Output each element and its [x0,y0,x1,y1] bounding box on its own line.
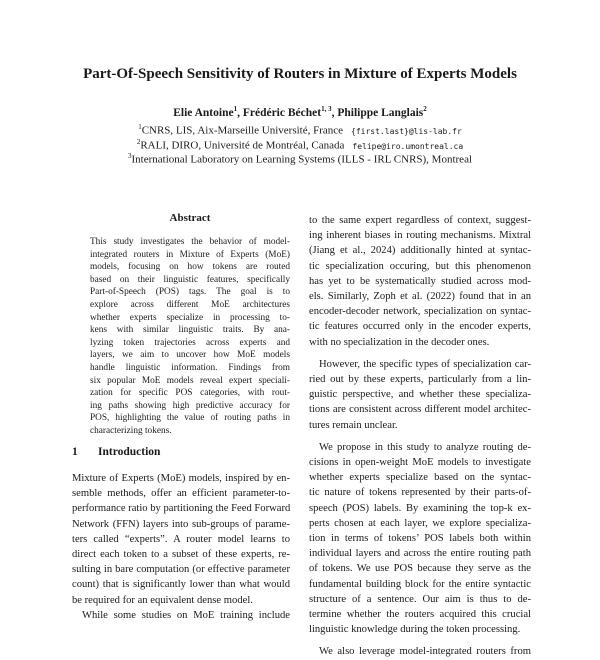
body-line: ried out by these experts, particularly from a lin- [309,374,531,386]
affiliation-marker: 1 [138,123,142,131]
abstract-line: kens with similar linguistic traits. By ana- [90,325,290,336]
introduction-line: semble methods, offer an efficient parameter-to- [72,488,290,500]
affiliation-marker: 3 [127,152,132,160]
abstract-line: whether experts specialize in processing to- [90,312,290,323]
body-line: perts chosen at each layer, we explore specializa- [309,517,531,529]
body-line: We propose in this study to analyze routing de- [319,441,531,453]
abstract-line: models, focusing on how tokens are routed [90,262,290,273]
body-line: (Jiang et al., 2024) additionally hinted at syntac- [309,245,531,257]
abstract-line: based on their linguistic features, specifically [90,274,290,285]
affiliation-text: International Laboratory on Learning Systems (ILLS - IRL CNRS), Montreal [131,153,473,166]
body-line: structure of a sentence. Our aim is thus to de- [309,593,531,605]
abstract-heading: Abstract [169,212,211,224]
paragraph-gap [309,637,531,644]
abstract-line: POS, highlighting the value of routing paths in [90,413,290,424]
body-line: individual layers and across the entire routing path [309,548,531,560]
author-name: Elie Antoine [173,106,234,119]
abstract-line: six popular MoE models reveal expert speciali- [90,375,290,386]
abstract-line: explore across different MoE architectures [90,299,290,310]
abstract-line: integrated routers in Mixture of Experts (MoE) [90,249,290,260]
introduction-line: direct each token to a subset of these experts, re- [72,549,290,561]
paper-title: Part-Of-Speech Sensitivity of Routers in Mixture of Experts Models [83,66,517,82]
body-line: termine whether the routers acquired this crucial [309,609,531,621]
introduction-body [72,471,290,623]
body-line: has yet to be systematically studied across mod- [309,275,531,287]
section-number: 1 [72,446,78,458]
author-list [0,105,600,119]
body-line: with no specialization in the decoder ones. [309,336,490,348]
body-line: However, the specific types of specialization car- [319,358,531,370]
body-line: tures remain unclear. [309,419,398,431]
author-affiliation-marker: 1 [233,105,238,113]
body-line: whether experts specialize based on the syntac- [309,472,531,484]
introduction-line: sulting in bare computation (or effective parameter [72,564,290,576]
author-separator: , [331,106,338,119]
affiliation-email: felipe@iro.umontreal.ca [352,141,464,151]
body-line: tions are consistent across different model architec- [309,404,531,416]
body-line: cisions in open-weight MoE models to investigate [309,457,531,469]
abstract-line: zation for specific POS categories, with rout- [90,388,290,399]
introduction-line: Mixture of Experts (MoE) models, inspired by en- [72,473,290,484]
body-line: tic specialization occuring, but this phenomenon [309,260,531,272]
author-affiliation-marker: 2 [423,105,427,113]
body-line: fundamental building block for the entire syntactic [309,578,531,590]
body-line: ing inherent biases in routing mechanisms. Mixtral [309,230,531,242]
introduction-line: count) that is significantly lower than what would [72,579,290,591]
body-line: guistic perspective, and whether these specializa- [309,389,531,401]
body-line: linguistic knowledge during the token processing. [309,624,521,636]
abstract-line: characterizing tokens. [90,425,172,436]
abstract-line: This study investigates the behavior of model- [90,237,290,247]
introduction-line: While some studies on MoE training include [82,609,290,621]
paragraph-gap [309,433,531,440]
body-line: els. Similarly, Zoph et al. (2022) found that in an [309,291,531,303]
body-line: speech (POS) labels. By examining the top-k ex- [309,502,531,514]
affiliation-line [0,123,600,137]
section-heading [72,446,160,458]
abstract-body [90,236,290,438]
affiliation-line [0,138,600,152]
affiliation-text: CNRS, LIS, Aix-Marseille Université, France [141,124,344,137]
body-line: tion in terms of tokens’ POS labels both within [309,533,531,545]
body-line: of tokens. We use POS because they serve as the [309,563,531,575]
abstract-line: ing paths showing high predictive accuracy for [90,400,290,411]
introduction-line: be required for an equivalent dense model. [72,594,253,606]
introduction-line: performance ratio by partitioning the Feed Forward [72,503,291,515]
author-name: Philippe Langlais [337,106,424,119]
right-column-body [309,213,531,660]
abstract-line: layers, we aim to uncover how MoE models [90,350,290,361]
introduction-line: Network (FFN) layers into sub-groups of parame- [72,518,290,530]
abstract-line: Part-of-Speech (POS) tags. The goal is to [90,287,290,298]
introduction-line: ters called “experts”. A router model learns to [72,533,290,545]
affiliation-text: RALI, DIRO, Université de Montréal, Canada [140,139,345,152]
affiliation-line [0,152,600,166]
author-name: Frédéric Béchet [242,106,322,119]
paragraph-gap [309,350,531,357]
body-line: encoder-decoder network, specialization on syntac- [309,306,531,318]
affiliation-email: {first.last}@lis-lab.fr [351,126,462,136]
author-affiliation-marker: 1, 3 [321,105,332,113]
abstract-line: handle linguistic information. Findings from [90,362,290,373]
body-line: tic nature of tokens represented by their parts-of- [309,487,531,499]
body-line: to the same expert regardless of context, suggest- [309,215,531,226]
body-line: We also leverage model-integrated routers from [319,646,531,658]
affiliation-marker: 2 [136,138,141,146]
section-title: Introduction [98,446,161,458]
abstract-line: lyzing token trajectories across experts and [90,337,290,348]
author-separator: , [237,106,243,119]
body-line: tic features occurred only in the encoder experts, [309,321,531,333]
